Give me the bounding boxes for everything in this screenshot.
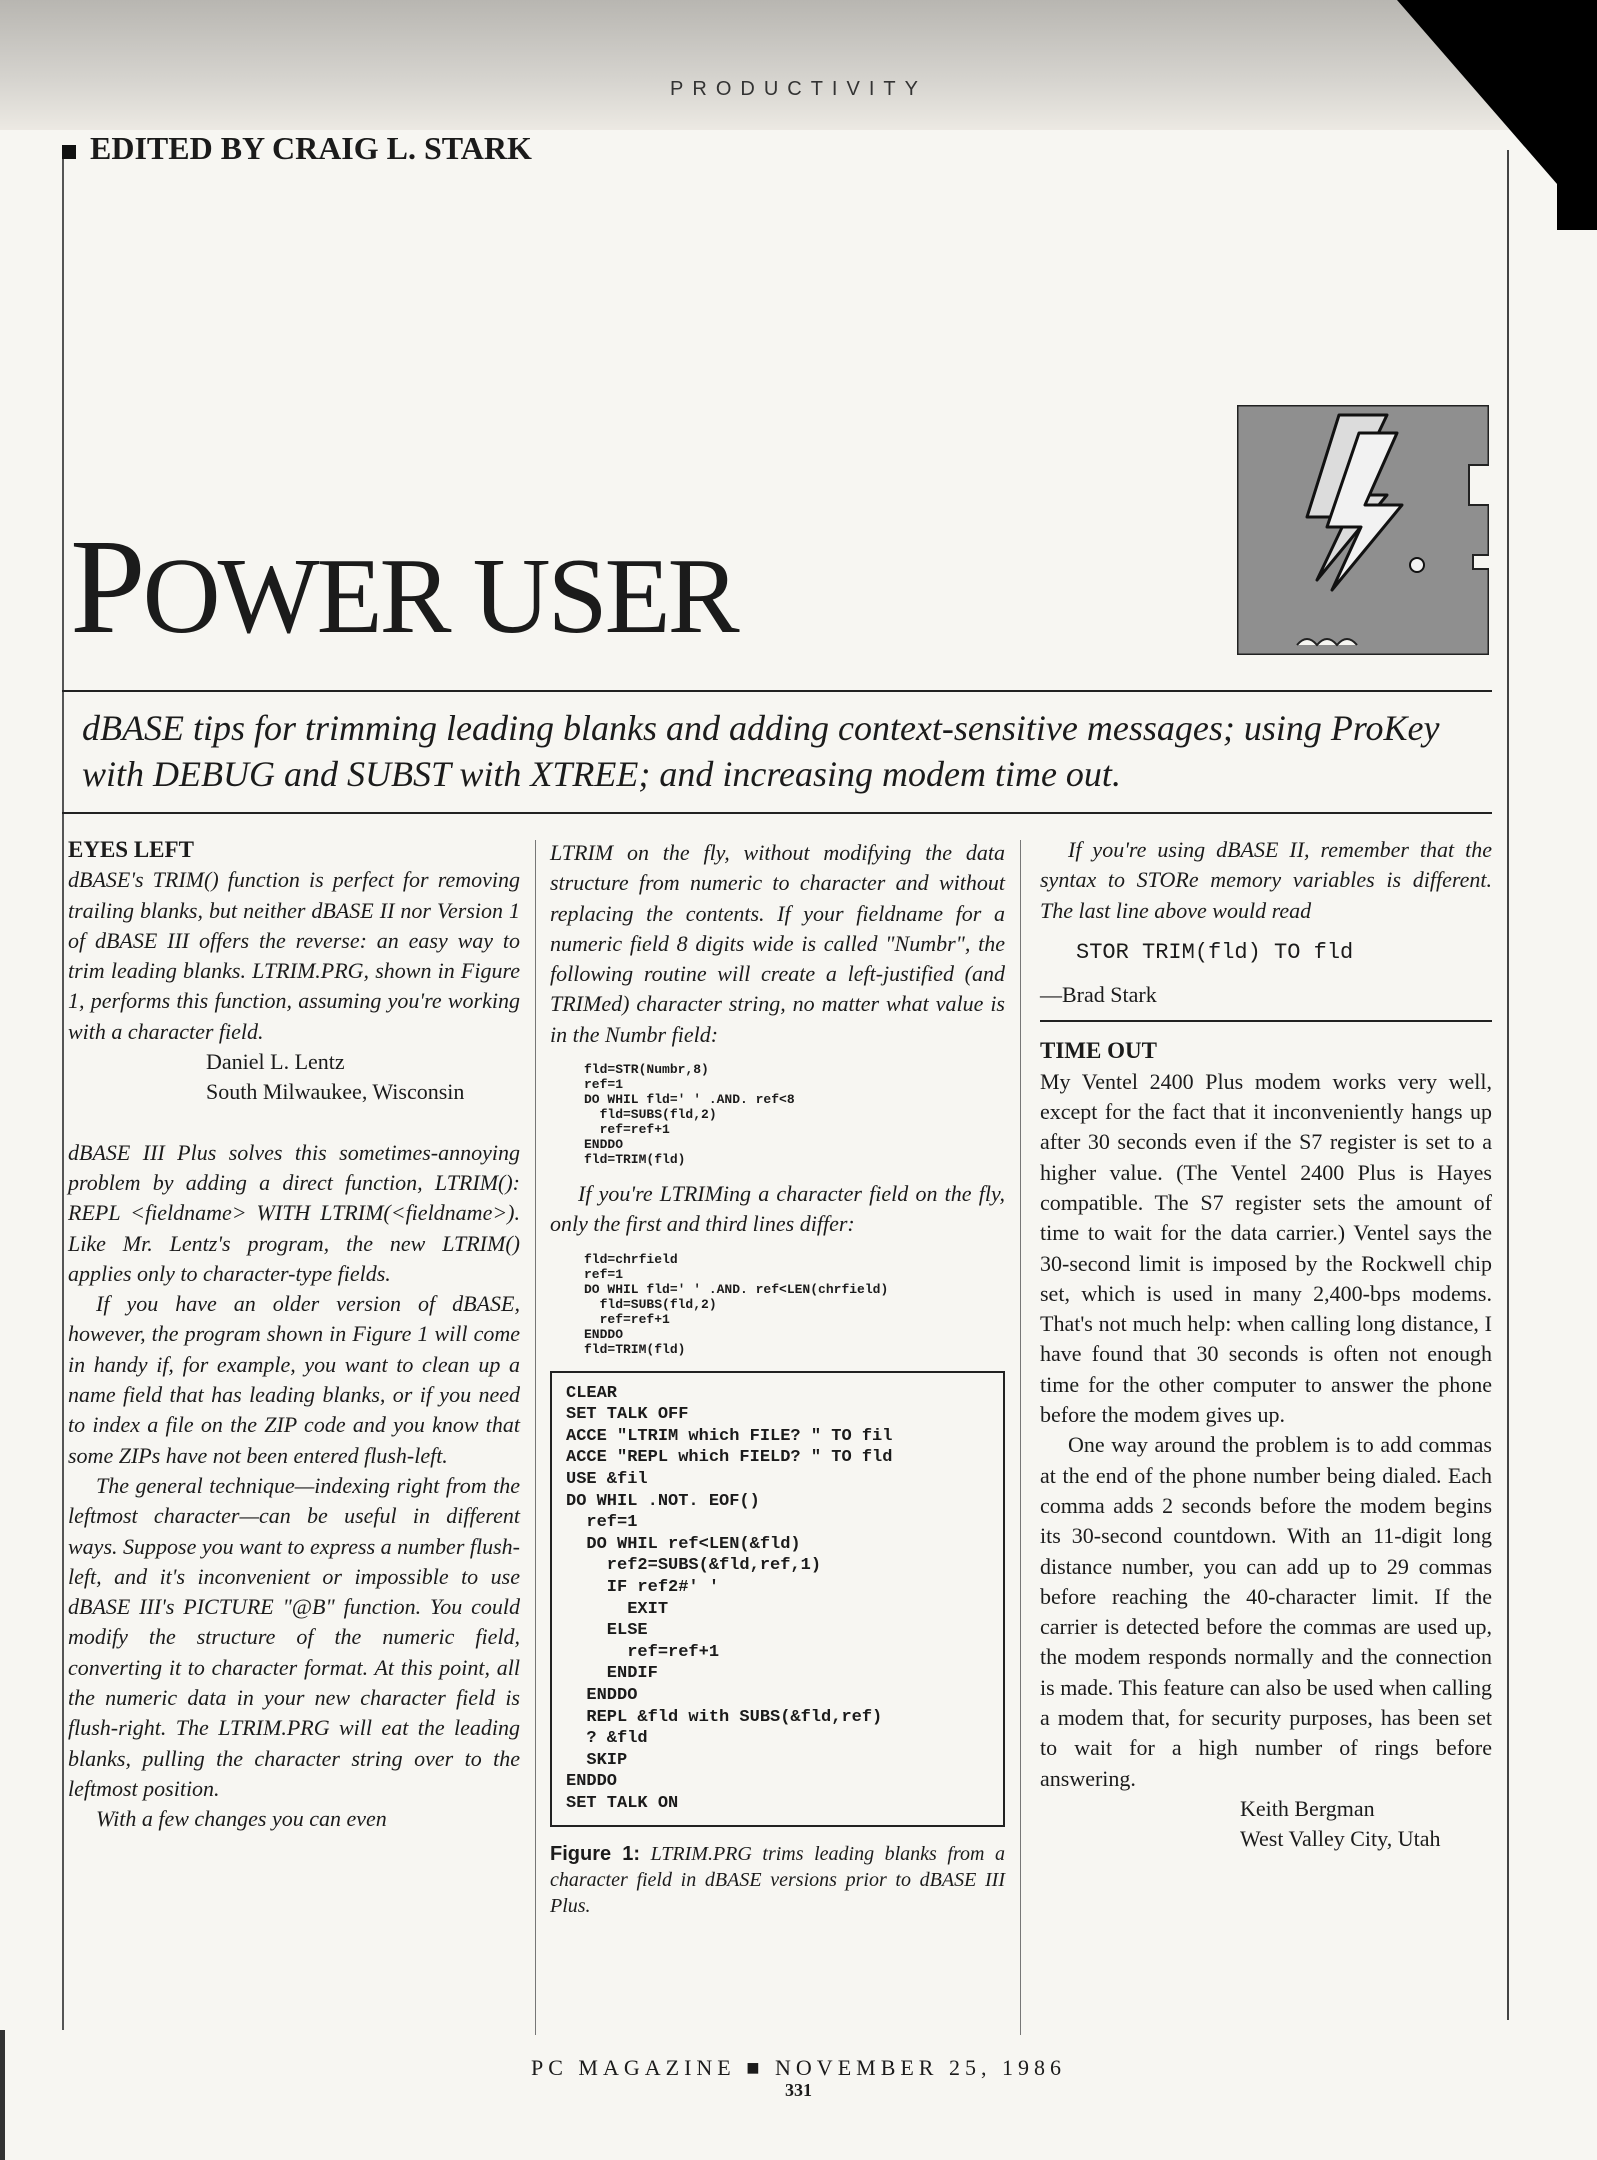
- signature-place: West Valley City, Utah: [1240, 1826, 1441, 1852]
- column-2: [550, 838, 1005, 1919]
- lightning-chip-icon: [1237, 405, 1489, 655]
- col2-paragraph: LTRIM on the fly, without modifying the data structure from numeric to character and without replacing the contents. If your fieldname for a numeric field 8 digits wide is called "Numbr", the following routine will create a left-justified (and TRIMed) character string, no matter what value is in the Numbr field:: [550, 840, 1005, 1047]
- col3-paragraph: If you're using dBASE II, remember that the syntax to STORe memory variables is different. The last line above would read: [1040, 837, 1492, 923]
- section-rule: [1040, 1020, 1492, 1022]
- column-divider: [1020, 840, 1021, 2035]
- code-snippet-numeric: fld=STR(Numbr,8) ref=1 DO WHIL fld=' ' .AND. ref<8 fld=SUBS(fld,2) ref=ref+1 ENDDO fld=TRIM(fld): [584, 1062, 795, 1168]
- signature-place: South Milwaukee, Wisconsin: [206, 1079, 465, 1105]
- figure-caption: [550, 1841, 1005, 1919]
- caption-text: LTRIM.PRG trims leading blanks from a character field in dBASE versions prior to dBASE III Plus.: [550, 1842, 1005, 1917]
- caption-label: Figure 1:: [550, 1842, 641, 1865]
- page-title: [70, 512, 737, 662]
- bullet-square-icon: [62, 145, 76, 159]
- figure-1-code-listing: CLEAR SET TALK OFF ACCE "LTRIM which FILE? " TO fil ACCE "REPL which FIELD? " TO fld USE &fil DO WHIL .NOT. EOF() ref=1 DO WHIL ref<LEN(&fld) ref2=SUBS(&fld,ref,1) IF ref2#' ' EXIT ELSE ref=ref+1 ENDIF ENDDO REPL &fld with SUBS(&fld,ref) ? &fld SKIP ENDDO SET TALK ON: [550, 1371, 1005, 1827]
- heading-time-out: TIME OUT: [1040, 1038, 1157, 1064]
- col1-paragraph: With a few changes you can even: [96, 1806, 387, 1832]
- title-initial: P: [70, 512, 143, 662]
- signature-name: Keith Bergman: [1240, 1795, 1375, 1821]
- col1-paragraph: The general technique—indexing right from the leftmost character—can be useful in different ways. Suppose you want to express a number flush-left, and it's inconvenient or impossible to use dBASE III's PICTURE "@B" function. You could modify the structure of the numeric field, converting it to character format. At this point, all the numeric data in your new character field is flush-right. The LTRIM.PRG will eat the leading blanks, pulling the character string over to the leftmost position.: [68, 1472, 520, 1801]
- col1-paragraph: dBASE's TRIM() function is perfect for removing trailing blanks, but neither dBASE II nor Version 1 of dBASE III offers the reverse: an easy way to trim leading blanks. LTRIM.PRG, shown in Figure 1, performs this function, assuming you're working with a character field.: [68, 867, 520, 1044]
- editor-credit: [62, 130, 532, 167]
- column-3: [1040, 835, 1492, 1855]
- code-stor-line: STOR TRIM(fld) TO fld: [1076, 939, 1354, 965]
- column-1: [68, 835, 520, 1835]
- code-snippet-character: fld=chrfield ref=1 DO WHIL fld=' ' .AND. ref<LEN(chrfield) fld=SUBS(fld,2) ref=ref+1 ENDDO fld=TRIM(fld): [584, 1251, 889, 1357]
- editor-name: EDITED BY CRAIG L. STARK: [90, 130, 532, 166]
- top-band: [0, 0, 1597, 130]
- left-margin-rule: [62, 150, 64, 2030]
- column-divider: [535, 840, 536, 2035]
- col3-paragraph: My Ventel 2400 Plus modem works very well, except for the fact that it inconveniently hangs up after 30 seconds even if the S7 register is set to a higher value. (The Ventel 2400 Plus is Hayes compatible. The S7 register sets the amount of time to wait for the data carrier.) Ventel says the 30-second limit is imposed by the Rockwell chip set, which is used in many 2,400-bps modems. That's not much help: when calling long distance, I have found that 30 seconds is often not enough time for the other computer to answer the phone before the modem gives up.: [1040, 1068, 1492, 1428]
- section-label: PRODUCTIVITY: [670, 78, 927, 100]
- deck-subtitle: dBASE tips for trimming leading blanks and adding context-sensitive messages; using ProKey with DEBUG and SUBST with XTREE; and increasing modem time out.: [82, 708, 1440, 794]
- corner-tab-edge: [1557, 0, 1597, 230]
- deck-rule: [62, 812, 1492, 814]
- right-margin-rule: [1507, 150, 1509, 2020]
- footer-publication: PC MAGAZINE ■ NOVEMBER 25, 1986: [531, 2055, 1066, 2080]
- title-rest: OWER USER: [142, 537, 737, 656]
- col2-paragraph: If you're LTRIMing a character field on the fly, only the first and third lines differ:: [550, 1181, 1005, 1237]
- title-rule: [62, 690, 1492, 692]
- col3-paragraph: One way around the problem is to add commas at the end of the phone number being dialed. Each comma adds 2 seconds before the modem begins its 30-second countdown. With an 11-digit long distance number, you can add up to 29 commas before reaching the 40-character limit. If the carrier is detected before the commas are used up, the modem responds normally and the connection is made. This feature can also be used when calling a modem that, for security purposes, has been set to wait for a high number of rings before answering.: [1040, 1432, 1492, 1791]
- signature-brad-stark: —Brad Stark: [1040, 982, 1157, 1008]
- signature-name: Daniel L. Lentz: [206, 1049, 345, 1075]
- col1-paragraph: dBASE III Plus solves this sometimes-annoying problem by adding a direct function, LTRIM(): REPL <fieldname> WITH LTRIM(<fieldname>). Like Mr. Lentz's program, the new LTRIM() applies only to character-type fields.: [68, 1139, 520, 1286]
- heading-eyes-left: EYES LEFT: [68, 837, 194, 862]
- page-number: 331: [785, 2080, 812, 2100]
- col1-paragraph: If you have an older version of dBASE, however, the program shown in Figure 1 will come in handy if, for example, you want to clean up a name field that has leading blanks, or if you need to index a file on the ZIP code and you know that some ZIPs have not been entered flush-left.: [68, 1291, 520, 1468]
